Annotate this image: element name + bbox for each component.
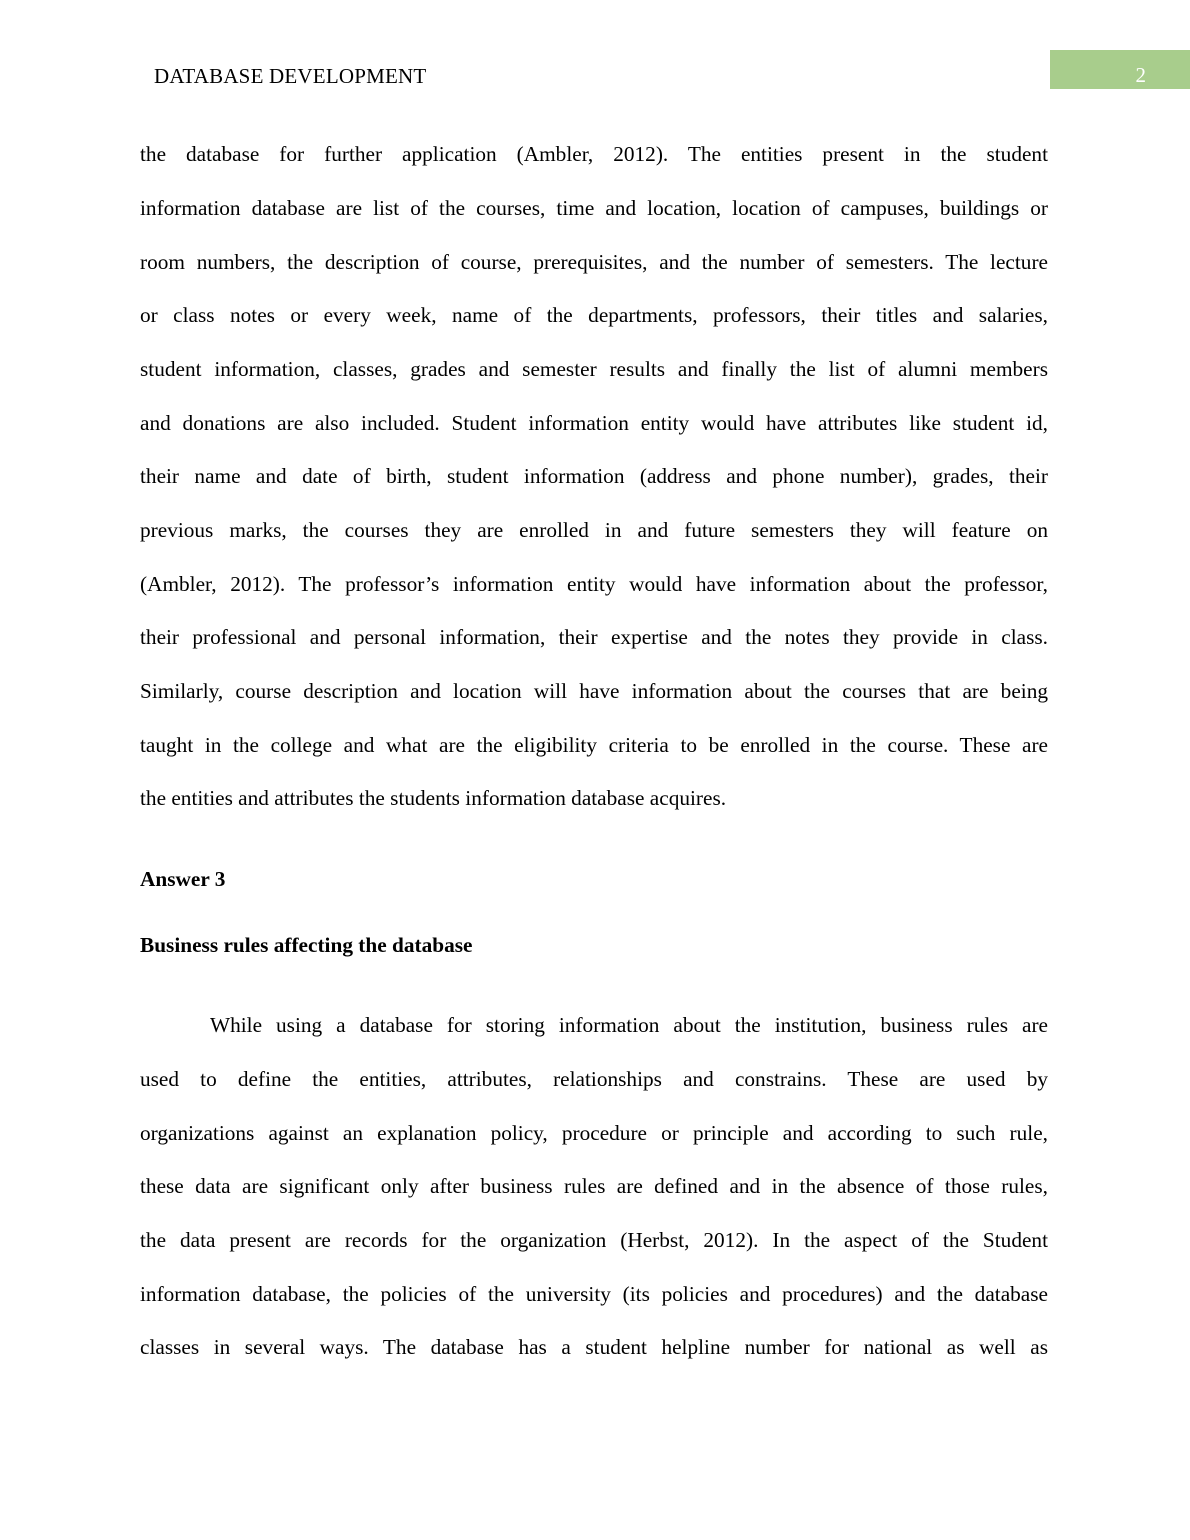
text-line: information database, the policies of the university (its policies and procedures) and the database [140, 1282, 1048, 1306]
text-line: the database for further application (Ambler, 2012). The entities present in the student [140, 142, 1048, 166]
text-line: these data are significant only after business rules are defined and in the absence of those rules, [140, 1174, 1048, 1198]
text-line: While using a database for storing information about the institution, business rules are [210, 1013, 1048, 1037]
text-line: information database are list of the courses, time and location, location of campuses, buildings or [140, 196, 1048, 220]
text-line: previous marks, the courses they are enrolled in and future semesters they will feature on [140, 518, 1048, 542]
text-line: the data present are records for the organization (Herbst, 2012). In the aspect of the Student [140, 1228, 1048, 1252]
section-heading: Business rules affecting the database [140, 933, 473, 957]
text-line: room numbers, the description of course, prerequisites, and the number of semesters. The lecture [140, 250, 1048, 274]
page-number: 2 [1135, 63, 1146, 87]
page-number-box [1050, 50, 1190, 89]
text-line: the entities and attributes the students information database acquires. [140, 786, 727, 810]
answer-heading: Answer 3 [140, 867, 226, 891]
text-line: Similarly, course description and location will have information about the courses that are being [140, 679, 1048, 703]
text-line: their professional and personal information, their expertise and the notes they provide in class. [140, 625, 1048, 649]
running-head: DATABASE DEVELOPMENT [154, 64, 427, 88]
text-line: taught in the college and what are the eligibility criteria to be enrolled in the course. These are [140, 733, 1048, 757]
text-line: and donations are also included. Student information entity would have attributes like student id, [140, 411, 1048, 435]
text-line: (Ambler, 2012). The professor’s information entity would have information about the professor, [140, 572, 1048, 596]
text-line: classes in several ways. The database has a student helpline number for national as well as [140, 1335, 1048, 1359]
text-line: used to define the entities, attributes, relationships and constrains. These are used by [140, 1067, 1048, 1091]
text-line: their name and date of birth, student information (address and phone number), grades, their [140, 464, 1048, 488]
text-line: student information, classes, grades and semester results and finally the list of alumni members [140, 357, 1048, 381]
text-line: organizations against an explanation policy, procedure or principle and according to such rule, [140, 1121, 1048, 1145]
text-line: or class notes or every week, name of the departments, professors, their titles and salaries, [140, 303, 1048, 327]
